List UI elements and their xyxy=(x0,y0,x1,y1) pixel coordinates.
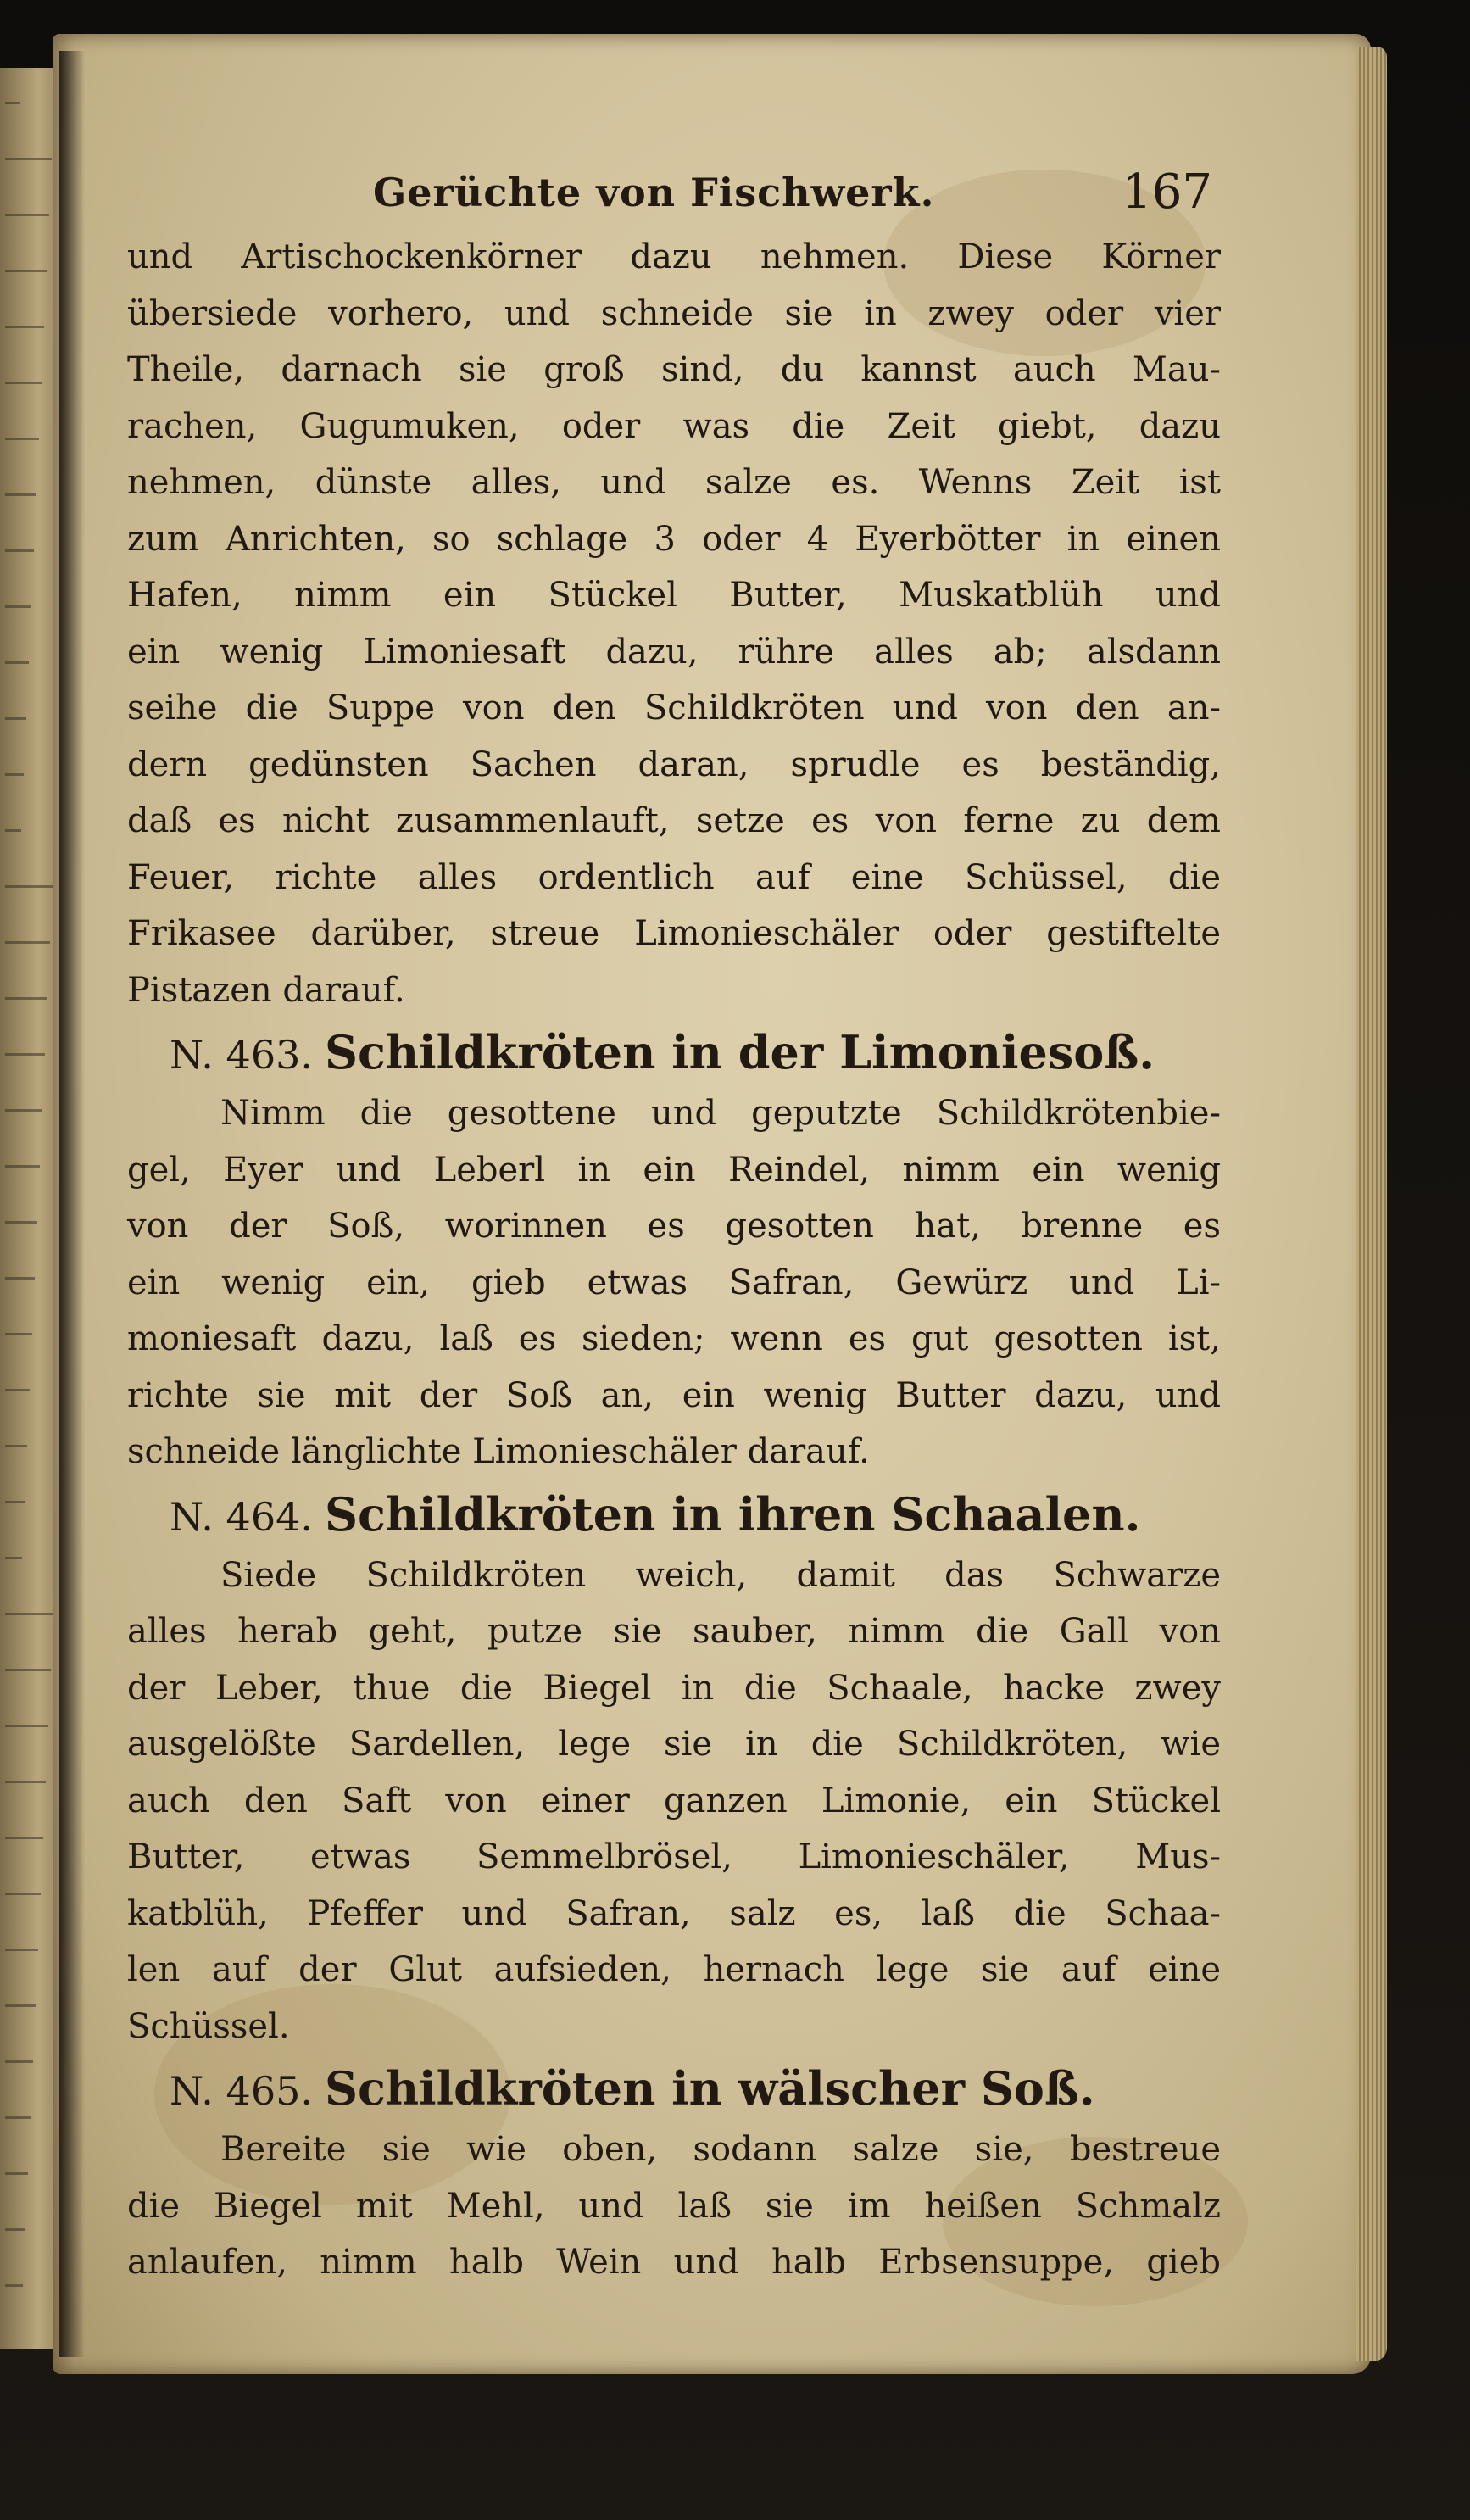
previous-page-text-fragment xyxy=(5,2228,25,2231)
text-line: zum Anrichten, so schlage 3 oder 4 Eyerbötter in einen xyxy=(127,519,1221,559)
recipe-paragraph-463 xyxy=(127,1085,1221,1480)
text-line: Schüssel. xyxy=(127,2006,290,2046)
previous-page-text-fragment xyxy=(5,605,31,608)
recipe-number: N. 464. xyxy=(170,1493,313,1540)
text-line: die Biegel mit Mehl, und laß sie im heißen Schmalz xyxy=(127,2186,1221,2226)
page-number: 167 xyxy=(1122,164,1212,220)
text-line: schneide länglichte Limonieschäler darauf. xyxy=(127,1432,870,1471)
running-head xyxy=(127,153,1221,229)
previous-page-text-fragment xyxy=(5,1837,43,1839)
recipe-number: N. 465. xyxy=(170,2068,313,2114)
text-line: Butter, etwas Semmelbrösel, Limonieschäler, Mus- xyxy=(127,1837,1221,1876)
text-line: ausgelößte Sardellen, lege sie in die Schildkröten, wie xyxy=(127,1725,1221,1764)
text-line: Feuer, richte alles ordentlich auf eine Schüssel, die xyxy=(127,857,1221,897)
text-line: Hafen, nimm ein Stückel Butter, Muskatblüh und xyxy=(127,576,1221,615)
previous-page-text-fragment xyxy=(5,941,50,944)
recipe-paragraph-465 xyxy=(127,2121,1221,2291)
previous-page-text-fragment xyxy=(5,885,53,888)
recipe-paragraph-464 xyxy=(127,1547,1221,2055)
text-line: Theile, darnach sie groß sind, du kannst auch Mau- xyxy=(127,350,1221,389)
text-line: Pistazen darauf. xyxy=(127,970,405,1010)
previous-page-text-fragment xyxy=(5,102,20,104)
previous-page-text-fragment xyxy=(5,717,26,720)
text-line: len auf der Glut aufsieden, hernach lege sie auf eine xyxy=(127,1950,1221,1989)
previous-page-text-fragment xyxy=(5,2060,33,2063)
previous-page-text-fragment xyxy=(5,1501,25,1503)
text-line: übersiede vorhero, und schneide sie in zwey oder vier xyxy=(127,293,1221,333)
previous-page-text-fragment xyxy=(5,661,29,664)
previous-page-text-fragment xyxy=(5,214,49,216)
text-line: dern gedünsten Sachen daran, sprudle es beständig, xyxy=(127,744,1221,784)
recipe-heading-464 xyxy=(127,1484,1221,1547)
recipe-heading-465 xyxy=(127,2058,1221,2121)
previous-page-text-fragment xyxy=(5,1221,37,1224)
previous-page-text-fragment xyxy=(5,270,47,272)
previous-page-text-fragment xyxy=(5,549,34,552)
text-line: auch den Saft von einer ganzen Limonie, ein Stückel xyxy=(127,1781,1221,1820)
running-title: Gerüchte von Fischwerk. xyxy=(373,170,935,215)
previous-page-text-fragment xyxy=(5,382,42,384)
text-line: und Artischockenkörner dazu nehmen. Diese Körner xyxy=(127,237,1221,276)
previous-page-text-fragment xyxy=(5,1277,35,1280)
previous-page-text-fragment xyxy=(5,1949,38,1951)
text-line: anlaufen, nimm halb Wein und halb Erbsensuppe, gieb xyxy=(127,2243,1221,2282)
text-line: ein wenig ein, gieb etwas Safran, Gewürz und Li- xyxy=(127,1263,1221,1302)
previous-page-text-fragment xyxy=(5,829,21,832)
text-line: Siede Schildkröten weich, damit das Schwarze xyxy=(220,1555,1221,1595)
text-line: ein wenig Limoniesaft dazu, rühre alles ab; alsdann xyxy=(127,632,1221,672)
previous-page-text-fragment xyxy=(5,2004,36,2007)
previous-page-text-fragment xyxy=(5,773,24,776)
text-line: rachen, Gugumuken, oder was die Zeit giebt, dazu xyxy=(127,406,1221,446)
recipe-heading-463 xyxy=(127,1022,1221,1085)
previous-page-text-fragment xyxy=(5,1389,30,1391)
book-gutter-shadow xyxy=(59,51,85,2357)
intro-paragraph xyxy=(127,229,1221,1018)
previous-page-text-fragment xyxy=(5,1333,32,1335)
text-line: katblüh, Pfeffer und Safran, salz es, laß die Schaa- xyxy=(127,1893,1221,1933)
text-line: alles herab geht, putze sie sauber, nimm die Gall von xyxy=(127,1612,1221,1651)
text-line: daß es nicht zusammenlauft, setze es von ferne zu dem xyxy=(127,801,1221,840)
page-text xyxy=(127,153,1221,2291)
text-line: richte sie mit der Soß an, ein wenig Butter dazu, und xyxy=(127,1375,1221,1415)
text-line: seihe die Suppe von den Schildkröten und von den an- xyxy=(127,689,1221,728)
previous-page-text-fragment xyxy=(5,1165,40,1168)
recipe-number: N. 463. xyxy=(170,1032,313,1078)
text-line: gel, Eyer und Leberl in ein Reindel, nimm ein wenig xyxy=(127,1150,1221,1190)
previous-page-text-fragment xyxy=(5,997,47,1000)
recipe-title: Schildkröten in wälscher Soß. xyxy=(324,2061,1095,2116)
text-line: von der Soß, worinnen es gesotten hat, brenne es xyxy=(127,1207,1221,1246)
text-line: Nimm die gesottene und geputzte Schildkrötenbie- xyxy=(220,1094,1221,1133)
recipe-title: Schildkröten in ihren Schaalen. xyxy=(324,1486,1141,1542)
previous-page-text-fragment xyxy=(5,1557,22,1559)
text-line: Bereite sie wie oben, sodann salze sie, bestreue xyxy=(220,2130,1221,2169)
previous-page-text-fragment xyxy=(5,1613,53,1615)
previous-page-text-fragment xyxy=(5,1669,51,1671)
previous-page-text-fragment xyxy=(5,326,44,328)
previous-page-text-fragment xyxy=(5,1445,27,1447)
recipe-title: Schildkröten in der Limoniesoß. xyxy=(324,1025,1155,1079)
text-line: nehmen, dünste alles, und salze es. Wenns Zeit ist xyxy=(127,463,1221,502)
text-line: der Leber, thue die Biegel in die Schaale, hacke zwey xyxy=(127,1668,1221,1708)
text-line: moniesaft dazu, laß es sieden; wenn es gut gesotten ist, xyxy=(127,1319,1221,1358)
previous-page-text-fragment xyxy=(5,2172,28,2175)
previous-page-text-fragment xyxy=(5,1893,41,1895)
previous-page-text-fragment xyxy=(5,438,39,440)
previous-page-text-fragment xyxy=(5,1053,45,1056)
previous-page-text-fragment xyxy=(5,1781,46,1783)
previous-page-text-fragment xyxy=(5,158,52,160)
text-line: Frikasee darüber, streue Limonieschäler oder gestiftelte xyxy=(127,914,1221,953)
page-edges xyxy=(1356,47,1387,2361)
previous-page-text-fragment xyxy=(5,2116,31,2119)
previous-page-text-fragment xyxy=(5,2284,23,2287)
previous-page-text-fragment xyxy=(5,1725,48,1727)
previous-page-text-fragment xyxy=(5,1109,42,1112)
previous-page-text-fragment xyxy=(5,493,36,496)
